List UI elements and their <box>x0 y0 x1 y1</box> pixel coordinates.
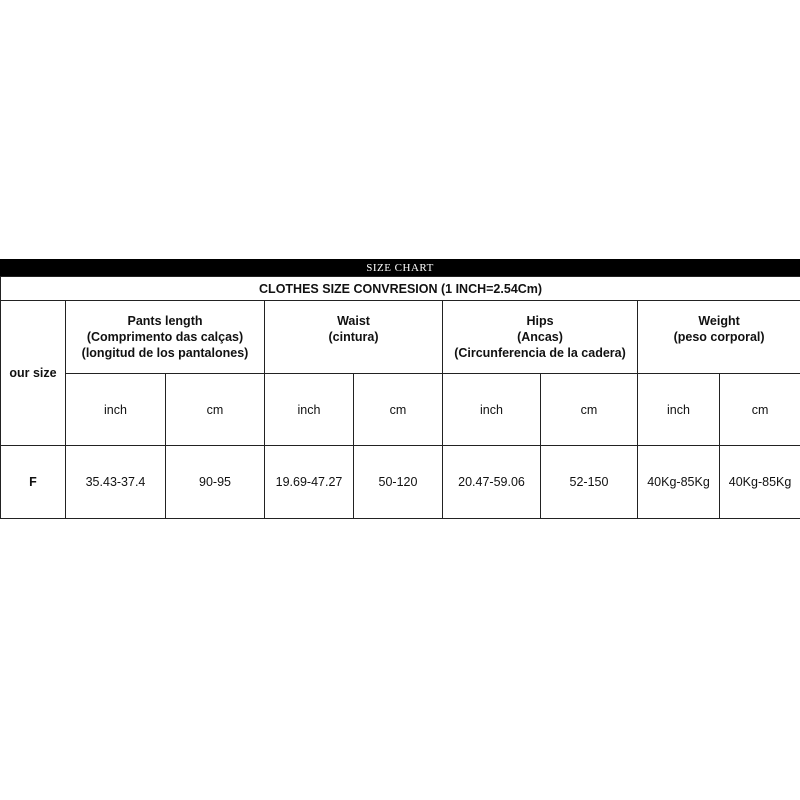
header-line: Hips <box>526 314 554 328</box>
size-chart-title: SIZE CHART <box>0 259 800 276</box>
hips-header <box>443 301 638 374</box>
header-line: Waist <box>337 314 370 328</box>
waist-inch-cell: 19.69-47.27 <box>265 446 354 519</box>
header-line: Weight <box>698 314 740 328</box>
unit-cm: cm <box>354 374 443 446</box>
hips-cm-cell: 52-150 <box>541 446 638 519</box>
weight-inch-cell: 40Kg-85Kg <box>638 446 720 519</box>
unit-inch: inch <box>265 374 354 446</box>
unit-cm: cm <box>541 374 638 446</box>
our-size-header: our size <box>1 301 66 446</box>
header-line: (cintura) <box>328 330 379 344</box>
unit-cm: cm <box>166 374 265 446</box>
size-chart <box>0 259 800 519</box>
pants-length-header <box>66 301 265 374</box>
header-line: (peso corporal) <box>673 330 765 344</box>
hips-inch-cell: 20.47-59.06 <box>443 446 541 519</box>
header-line: (Circunferencia de la cadera) <box>454 346 626 360</box>
conversion-note: CLOTHES SIZE CONVRESION (1 INCH=2.54Cm) <box>1 277 800 301</box>
header-line: (Ancas) <box>517 330 563 344</box>
pants-length-cm-cell: 90-95 <box>166 446 265 519</box>
weight-cm-cell: 40Kg-85Kg <box>720 446 800 519</box>
size-label: F <box>1 446 66 519</box>
table-row <box>1 446 800 519</box>
waist-header <box>265 301 443 374</box>
header-line: (longitud de los pantalones) <box>81 346 249 360</box>
header-line: Pants length <box>127 314 203 328</box>
unit-inch: inch <box>443 374 541 446</box>
header-line: (Comprimento das calças) <box>86 330 244 344</box>
unit-inch: inch <box>66 374 166 446</box>
waist-cm-cell: 50-120 <box>354 446 443 519</box>
size-table <box>0 276 800 519</box>
pants-length-inch-cell: 35.43-37.4 <box>66 446 166 519</box>
unit-inch: inch <box>638 374 720 446</box>
weight-header <box>638 301 800 374</box>
unit-cm: cm <box>720 374 800 446</box>
